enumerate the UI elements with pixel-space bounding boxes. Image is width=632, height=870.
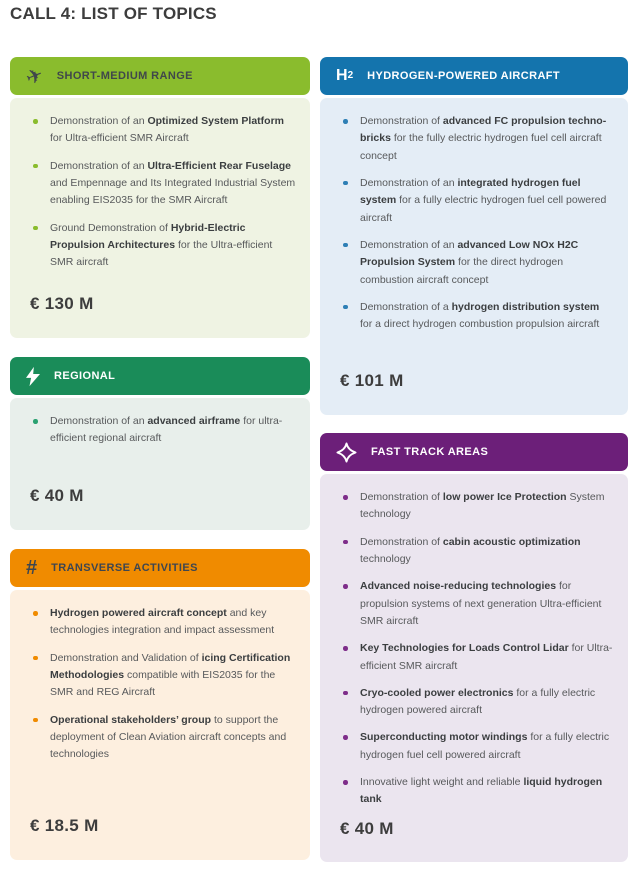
topic-item: Innovative light weight and reliable liquid hydrogen tank — [338, 774, 614, 809]
topic-item: Cryo-cooled power electronics for a fully electric hydrogen powered aircraft — [338, 685, 614, 720]
topic-list — [10, 98, 310, 282]
topic-item: Demonstration of an advanced airframe for ultra-efficient regional aircraft — [28, 413, 296, 448]
topic-item: Demonstration of advanced FC propulsion techno-bricks for the fully electric hydrogen fuel cell aircraft concept — [338, 113, 614, 165]
topic-item: Demonstration of low power Ice Protection System technology — [338, 489, 614, 524]
card-transverse-activities — [10, 549, 310, 860]
budget-label: € 40 M — [30, 486, 84, 505]
budget-label: € 101 M — [340, 371, 404, 390]
card-hydrogen-powered-aircraft — [320, 57, 628, 415]
topic-list — [10, 398, 310, 458]
card-header — [10, 357, 310, 395]
topic-item: Superconducting motor windings for a fully electric hydrogen fuel cell powered aircraft — [338, 729, 614, 764]
lightning-bolt-icon — [26, 366, 40, 387]
card-regional — [10, 357, 310, 530]
budget-label: € 40 M — [340, 818, 394, 838]
card-header — [320, 57, 628, 95]
left-column — [10, 57, 310, 862]
card-body — [10, 398, 310, 530]
topic-list — [320, 98, 628, 343]
card-short-medium-range — [10, 57, 310, 338]
h2-icon: H 2 — [336, 67, 354, 84]
card-body — [320, 474, 628, 862]
budget-label: € 130 M — [30, 294, 94, 313]
airplane-icon: ✈ — [22, 61, 47, 91]
right-column — [320, 57, 628, 862]
card-body — [10, 98, 310, 338]
card-body — [10, 590, 310, 860]
topic-item: Operational stakeholders’ group to support the deployment of Clean Aviation aircraft concepts and technologies — [28, 712, 296, 764]
card-header — [10, 549, 310, 587]
topic-item: Demonstration and Validation of icing Certification Methodologies compatible with EIS2035 for the SMR and REG Aircraft — [28, 650, 296, 702]
topic-item: Demonstration of a hydrogen distribution system for a direct hydrogen combustion propulsion aircraft — [338, 299, 614, 334]
card-header — [10, 57, 310, 95]
topic-list — [320, 474, 628, 819]
card-columns — [10, 57, 628, 862]
card-fast-track-areas — [320, 433, 628, 862]
budget-label: € 18.5 M — [30, 816, 99, 835]
hash-icon: # — [26, 557, 38, 579]
card-header — [320, 433, 628, 471]
card-title: TRANSVERSE ACTIVITIES — [51, 562, 198, 574]
topic-item: Demonstration of an advanced Low NOx H2C Propulsion System for the direct hydrogen combustion aircraft concept — [338, 237, 614, 289]
topic-item: Demonstration of cabin acoustic optimization technology — [338, 534, 614, 569]
topic-item: Key Technologies for Loads Control Lidar for Ultra-efficient SMR aircraft — [338, 640, 614, 675]
topic-item: Hydrogen powered aircraft concept and key technologies integration and impact assessment — [28, 605, 296, 640]
topic-item: Demonstration of an integrated hydrogen fuel system for a fully electric hydrogen fuel cell powered aircraft — [338, 175, 614, 227]
topic-item: Ground Demonstration of Hybrid-Electric Propulsion Architectures for the Ultra-efficient SMR aircraft — [28, 220, 296, 272]
topic-item: Demonstration of an Optimized System Platform for Ultra-efficient SMR Aircraft — [28, 113, 296, 148]
card-title: SHORT-MEDIUM RANGE — [56, 70, 193, 82]
topic-item: Demonstration of an Ultra-Efficient Rear Fuselage and Empennage and Its Integrated Industrial System enabling EIS2035 for the SMR Aircraft — [28, 158, 296, 210]
four-point-star-icon — [336, 442, 357, 463]
card-title: FAST TRACK AREAS — [371, 446, 489, 458]
topic-item: Advanced noise-reducing technologies for propulsion systems of next generation Ultra-efficient SMR aircraft — [338, 578, 614, 630]
card-title: HYDROGEN-POWERED AIRCRAFT — [367, 70, 561, 82]
card-body — [320, 98, 628, 415]
card-title: REGIONAL — [54, 370, 116, 382]
page-title: CALL 4: LIST OF TOPICS — [10, 4, 217, 23]
topic-list — [10, 590, 310, 774]
